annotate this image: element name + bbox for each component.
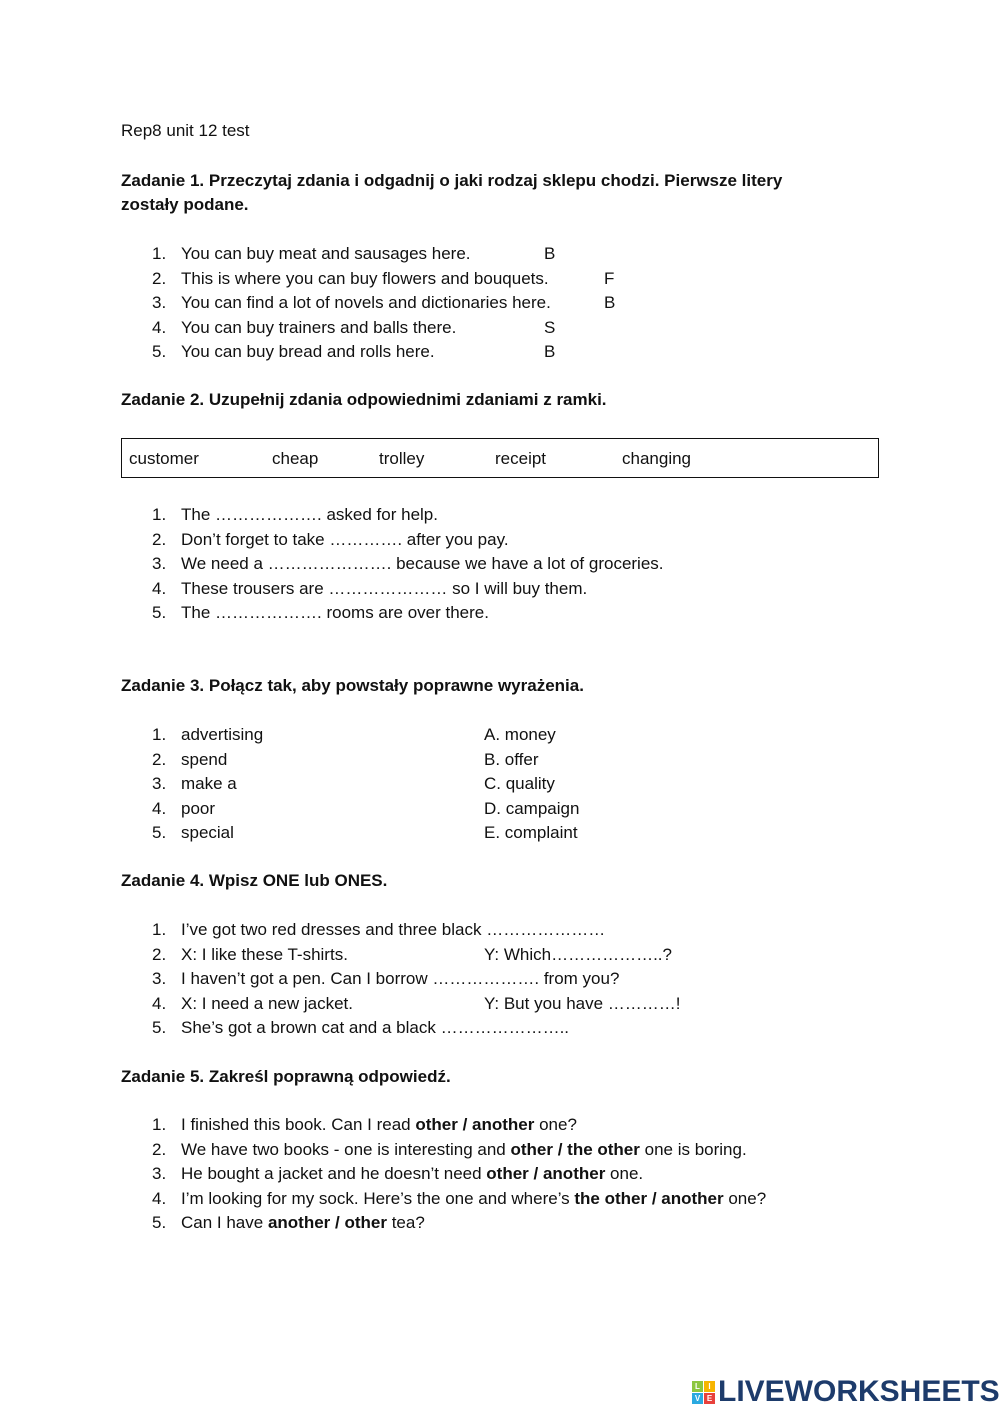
list-item-text (181, 1164, 643, 1184)
list-number: 2. (152, 749, 167, 769)
list-number: 2. (152, 1139, 167, 1159)
logo-tile: E (704, 1393, 715, 1404)
list-item-text: Don’t forget to take …………. after you pay. (181, 529, 509, 549)
list-item-text: The ………………. rooms are over there. (181, 603, 489, 622)
match-left: spend (181, 749, 228, 769)
list-item-text: X: I like these T-shirts. (181, 944, 348, 964)
list-item-text (181, 1140, 747, 1160)
match-left: make a (181, 774, 237, 793)
list-number: 1. (152, 505, 167, 524)
word-box-item: trolley (379, 449, 425, 468)
match-right: D. campaign (484, 798, 580, 818)
list-number: 3. (152, 774, 167, 793)
task5-heading: Zadanie 5. Zakreśl poprawną odpowiedź. (121, 1067, 451, 1086)
list-number: 1. (152, 1115, 167, 1134)
first-letter-hint: B (544, 244, 556, 263)
list-item-text: X: I need a new jacket. (181, 993, 353, 1013)
sentence-end: one? (534, 1115, 577, 1134)
first-letter-hint: S (544, 317, 556, 337)
first-letter-hint: F (604, 268, 615, 288)
match-left: poor (181, 798, 216, 818)
list-item-text (181, 1115, 577, 1135)
task4-heading: Zadanie 4. Wpisz ONE lub ONES. (121, 871, 388, 890)
sentence-end: one. (605, 1164, 644, 1183)
match-right: B. offer (484, 749, 539, 769)
list-number: 4. (152, 578, 167, 598)
list-number: 2. (152, 529, 167, 549)
list-item-text: This is where you can buy flowers and bouquets. (181, 268, 549, 288)
sentence-end: one is boring. (639, 1139, 747, 1159)
list-item-text (181, 1189, 766, 1209)
logo-tile: L (692, 1381, 703, 1392)
list-number: 3. (152, 554, 167, 573)
logo-tile: V (692, 1393, 703, 1404)
list-item-text (181, 1213, 425, 1233)
list-number: 3. (152, 1164, 167, 1183)
sentence-end: one? (723, 1188, 767, 1208)
match-right: A. money (484, 725, 556, 744)
list-item-text: I haven’t got a pen. Can I borrow ………………. from you? (181, 969, 620, 988)
list-item-reply: Y: Which………………..? (484, 944, 672, 964)
task3-heading: Zadanie 3. Połącz tak, aby powstały poprawne wyrażenia. (121, 676, 584, 695)
list-number: 5. (152, 823, 167, 842)
answer-choice[interactable]: other / another (486, 1164, 606, 1183)
first-letter-hint: B (544, 342, 556, 361)
page-title: Rep8 unit 12 test (121, 121, 250, 140)
sentence-start: Can I have (181, 1213, 268, 1232)
list-item-text: I’ve got two red dresses and three black ………………… (181, 920, 606, 939)
word-box-item: customer (129, 449, 199, 468)
list-item-reply: Y: But you have …………! (484, 993, 681, 1013)
answer-choice[interactable]: other / the other (510, 1139, 640, 1159)
answer-choice[interactable]: another / other (267, 1213, 387, 1232)
match-right: E. complaint (484, 823, 578, 842)
list-item-text: The ………………. asked for help. (181, 505, 438, 524)
sentence-end: tea? (386, 1213, 425, 1232)
logo-tile: I (704, 1381, 715, 1392)
list-number: 4. (152, 993, 167, 1013)
match-right: C. quality (484, 774, 555, 793)
list-number: 4. (152, 1188, 167, 1208)
word-box-item: changing (622, 449, 692, 468)
list-item-text: You can buy trainers and balls there. (181, 317, 457, 337)
task1-heading-cont: zostały podane. (121, 195, 249, 214)
match-left: special (181, 823, 234, 842)
list-item-text: You can buy bread and rolls here. (181, 342, 435, 361)
task2-heading: Zadanie 2. Uzupełnij zdania odpowiednimi zdaniami z ramki. (121, 390, 607, 409)
list-number: 4. (152, 317, 167, 337)
list-number: 1. (152, 725, 167, 744)
list-number: 1. (152, 244, 167, 263)
answer-choice[interactable]: other / another (415, 1115, 535, 1134)
sentence-start: He bought a jacket and he doesn’t need (181, 1164, 487, 1183)
match-left: advertising (181, 725, 264, 744)
liveworksheets-logo (692, 1375, 1000, 1409)
answer-choice[interactable]: the other / another (574, 1188, 724, 1208)
list-number: 5. (152, 1213, 167, 1232)
list-number: 5. (152, 1018, 167, 1037)
list-number: 2. (152, 268, 167, 288)
list-item-text: You can find a lot of novels and dictionaries here. (181, 293, 551, 312)
list-item-text: These trousers are ………………… so I will buy them. (181, 578, 588, 598)
live-tiles-icon (692, 1381, 715, 1404)
first-letter-hint: B (604, 293, 616, 312)
list-number: 3. (152, 293, 167, 312)
task1-heading: Zadanie 1. Przeczytaj zdania i odgadnij o jaki rodzaj sklepu chodzi. Pierwsze litery (121, 171, 783, 190)
list-number: 1. (152, 920, 167, 939)
word-box-item: cheap (272, 449, 319, 468)
list-number: 2. (152, 944, 167, 964)
sentence-start: I finished this book. Can I read (181, 1115, 416, 1134)
list-number: 4. (152, 798, 167, 818)
sentence-start: We have two books - one is interesting and (181, 1139, 511, 1159)
sentence-start: I’m looking for my sock. Here’s the one and where’s (181, 1188, 575, 1208)
list-number: 5. (152, 342, 167, 361)
list-item-text: We need a …………………. because we have a lot of groceries. (181, 554, 664, 573)
list-number: 5. (152, 603, 167, 622)
list-item-text: She’s got a brown cat and a black ………………….. (181, 1018, 570, 1037)
list-number: 3. (152, 969, 167, 988)
list-item-text: You can buy meat and sausages here. (181, 244, 471, 263)
logo-text: LIVEWORKSHEETS (718, 1375, 1000, 1408)
word-box-item: receipt (495, 449, 547, 468)
